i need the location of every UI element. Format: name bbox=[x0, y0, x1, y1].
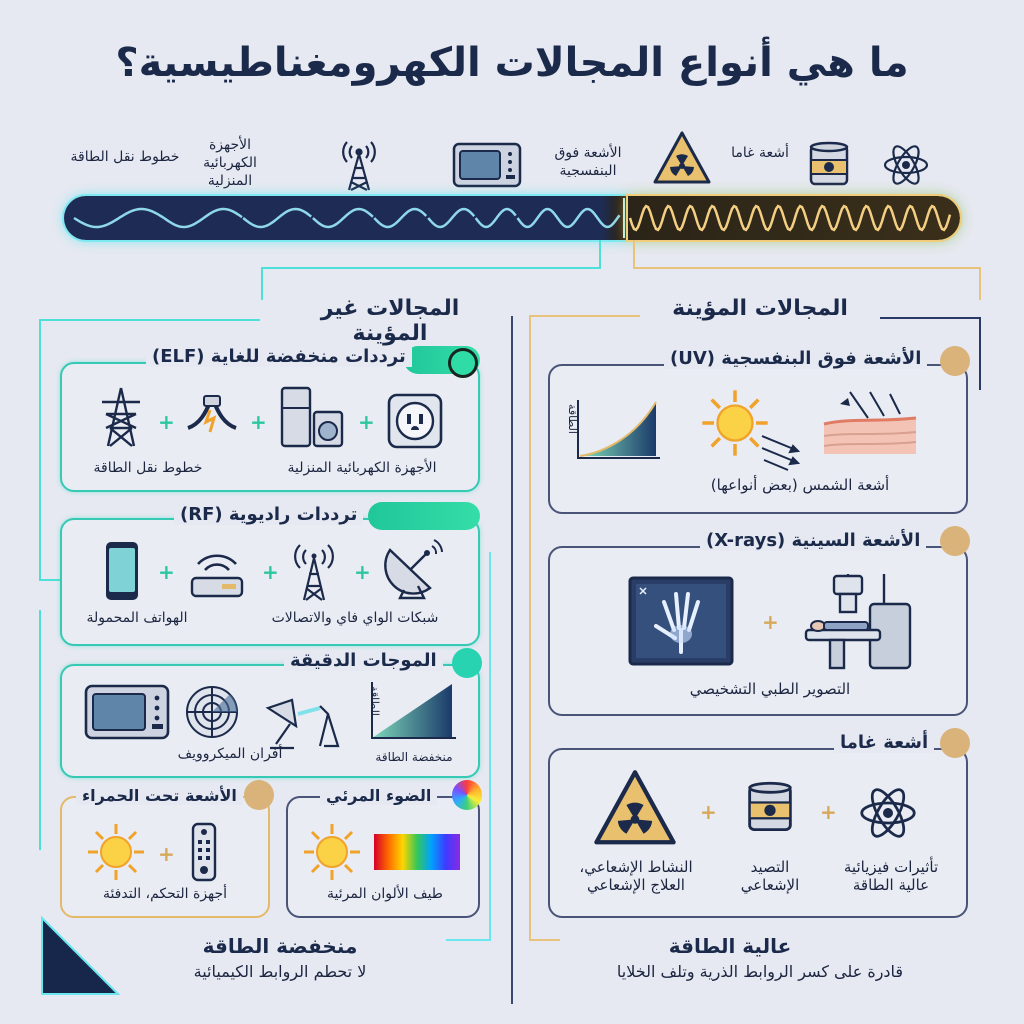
rf-title: ترددات راديوية (RF) bbox=[174, 504, 363, 525]
corner-decoration bbox=[40, 916, 120, 996]
gamma-caption-physical-effects: تأثيرات فيزيائية عالية الطاقة bbox=[843, 858, 939, 894]
wifi-router-icon bbox=[188, 544, 246, 604]
gold-dot-icon bbox=[940, 346, 970, 376]
non-ionizing-footer-subtitle: لا تحطم الروابط الكيميائية bbox=[193, 962, 367, 981]
toggle-knob-icon bbox=[448, 348, 478, 378]
microwaves-chart-caption: منخفضة الطاقة bbox=[375, 750, 453, 764]
plus-icon: + bbox=[158, 560, 175, 584]
ionizing-footer-subtitle: قادرة على كسر الروابط الذرية وتلف الخلايا bbox=[616, 962, 904, 981]
atom-icon bbox=[858, 784, 918, 846]
sun-icon bbox=[302, 822, 362, 886]
rays-arrows-icon bbox=[760, 432, 806, 476]
spectrum-label-power-lines: خطوط نقل الطاقة bbox=[70, 149, 180, 165]
xray-machine-icon bbox=[804, 574, 914, 674]
elf-caption-power-lines: خطوط نقل الطاقة bbox=[93, 460, 203, 476]
spectrum-label-gamma: أشعة غاما bbox=[731, 145, 789, 161]
gold-dot-icon bbox=[940, 728, 970, 758]
non-ionizing-footer-title: منخفضة الطاقة bbox=[202, 934, 358, 958]
plus-icon: + bbox=[250, 410, 267, 434]
uv-title: الأشعة فوق البنفسجية (UV) bbox=[664, 348, 927, 369]
skin-layers-icon bbox=[820, 388, 920, 462]
plus-icon: + bbox=[820, 800, 837, 824]
microwaves-caption-ovens: أفران الميكروويف bbox=[177, 746, 283, 762]
plus-icon: + bbox=[762, 610, 779, 634]
ionizing-footer-title: عالية الطاقة bbox=[668, 934, 792, 958]
power-tower-icon bbox=[96, 384, 146, 454]
radioactive-barrel-icon bbox=[744, 776, 796, 842]
infrared-caption: أجهزة التحكم، التدفئة bbox=[102, 886, 228, 902]
remote-control-icon bbox=[190, 822, 218, 886]
energy-chart-uv bbox=[566, 396, 662, 466]
mobile-phone-icon bbox=[104, 540, 140, 606]
radio-tower-icon bbox=[292, 540, 336, 606]
radar-icon bbox=[184, 684, 240, 744]
rf-caption-wifi: شبكات الواي فاي والاتصالات bbox=[271, 610, 439, 626]
xrays-title: الأشعة السينية (X-rays) bbox=[700, 530, 926, 551]
gamma-caption-radioactivity: النشاط الإشعاعي، العلاج الإشعاعي bbox=[579, 858, 693, 894]
wall-socket-icon bbox=[386, 392, 444, 454]
microwaves-title: الموجات الدقيقة bbox=[284, 650, 443, 671]
plus-icon: + bbox=[358, 410, 375, 434]
plus-icon: + bbox=[700, 800, 717, 824]
gamma-caption-irradiation: التصيد الإشعاعي bbox=[740, 858, 800, 894]
spectrum-label-home-appliances: الأجهزة الكهربائية المنزلية bbox=[203, 137, 257, 189]
gamma-title: أشعة غاما bbox=[834, 732, 934, 753]
plus-icon: + bbox=[158, 842, 175, 866]
plus-icon: + bbox=[158, 410, 175, 434]
microwave-oven-icon bbox=[84, 684, 170, 744]
uv-caption: أشعة الشمس (بعض أنواعها) bbox=[710, 476, 890, 494]
color-spectrum-bar bbox=[374, 834, 460, 870]
gold-dot-icon bbox=[244, 780, 274, 810]
elf-title: ترددات منخفضة للغاية (ELF) bbox=[146, 346, 412, 367]
infrared-title: الأشعة تحت الحمراء bbox=[76, 786, 243, 805]
xray-hand-icon bbox=[628, 576, 734, 670]
rf-caption-phones: الهواتف المحمولة bbox=[86, 610, 188, 626]
rainbow-dot-icon bbox=[452, 780, 482, 810]
gold-dot-icon bbox=[940, 526, 970, 556]
page-title: ما هي أنواع المجالات الكهرومغناطيسية؟ bbox=[115, 40, 909, 86]
cable-spark-icon bbox=[184, 388, 240, 448]
xrays-caption: التصوير الطبي التشخيصي bbox=[689, 680, 851, 698]
sun-icon bbox=[86, 822, 146, 886]
non-ionizing-title: المجالات غير المؤينة bbox=[320, 296, 460, 346]
elf-caption-appliances: الأجهزة الكهربائية المنزلية bbox=[287, 460, 437, 476]
plus-icon: + bbox=[262, 560, 279, 584]
visible-light-title: الضوء المرئي bbox=[320, 786, 437, 805]
microwaves-chart-axis: الطاقة bbox=[368, 686, 381, 716]
spectrum-label-uv: الأشعة فوق البنفسجية bbox=[554, 145, 622, 179]
radiation-warning-icon bbox=[590, 768, 680, 852]
plus-icon: + bbox=[354, 560, 371, 584]
ionizing-title: المجالات المؤينة bbox=[672, 296, 848, 321]
visible-light-caption: طيف الألوان المرئية bbox=[327, 886, 443, 902]
teal-dot-icon bbox=[452, 648, 482, 678]
satellite-dish-icon bbox=[382, 538, 444, 604]
appliances-icon bbox=[278, 384, 344, 454]
rf-pill bbox=[368, 502, 480, 530]
uv-chart-axis: الطاقة bbox=[566, 404, 579, 434]
